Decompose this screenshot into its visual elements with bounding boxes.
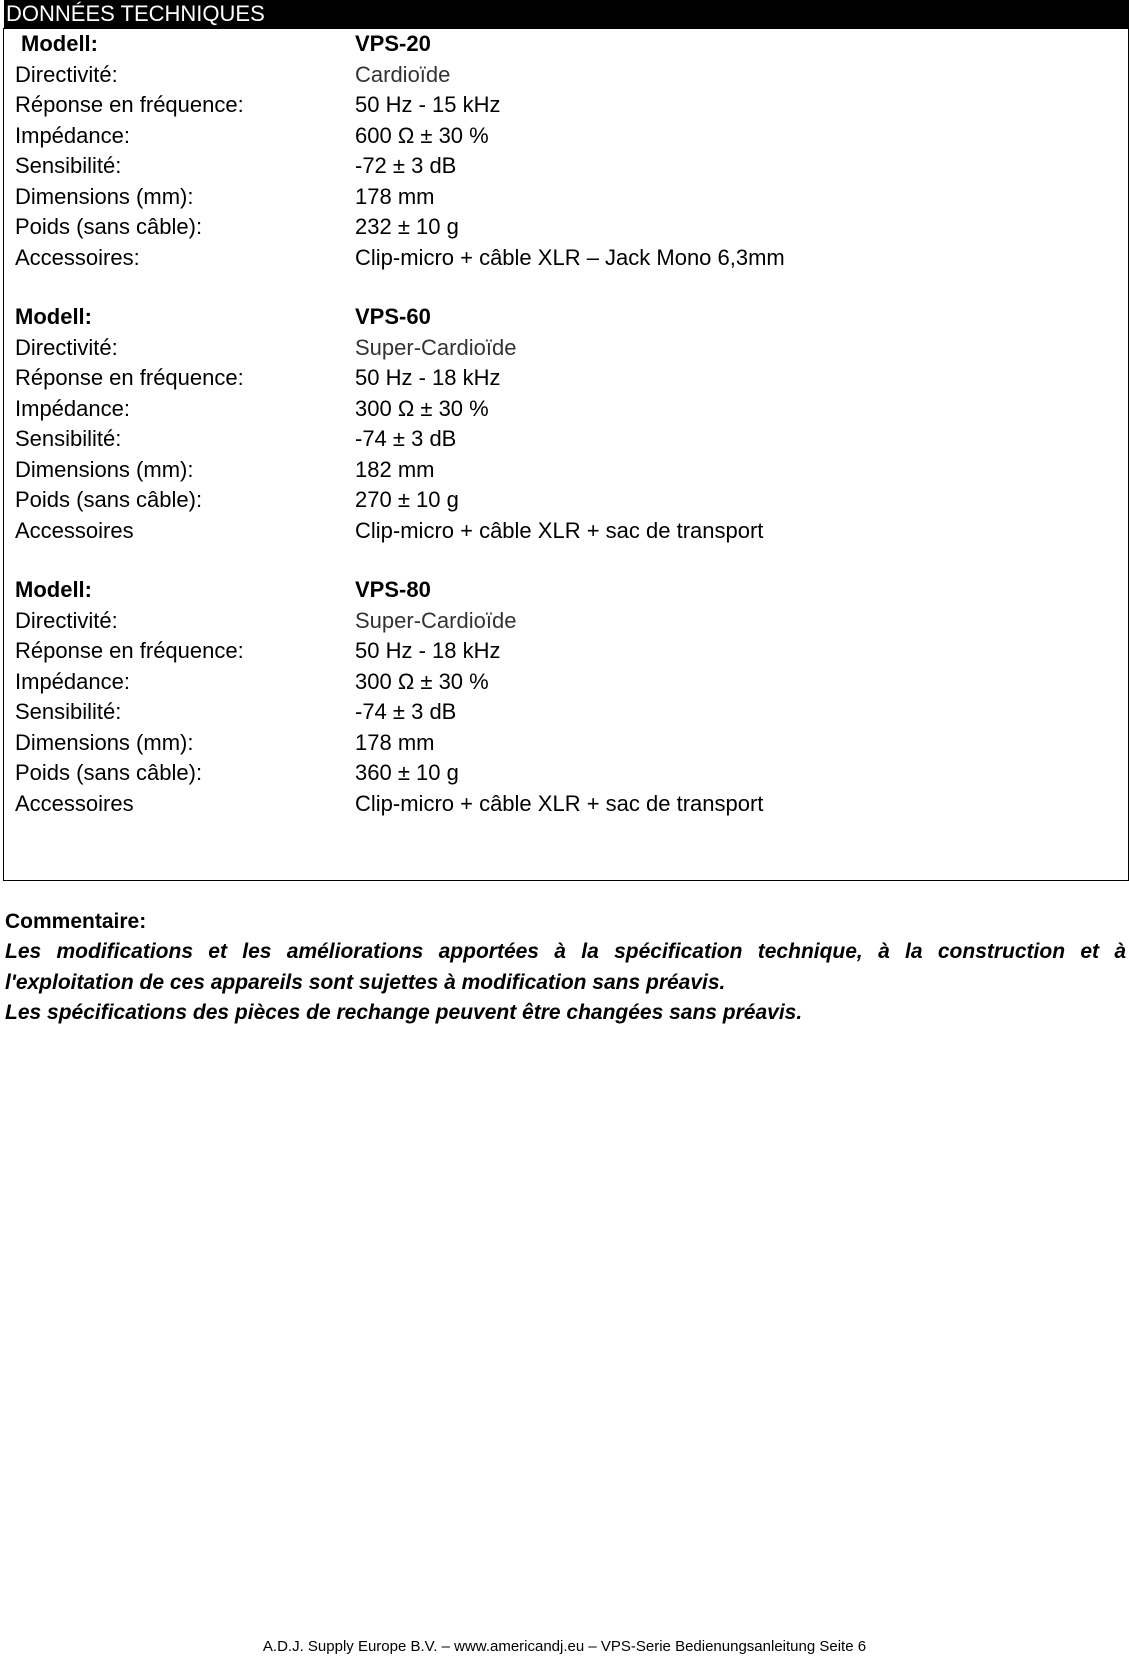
section-header xyxy=(4,0,1129,28)
spec-block-vps-80 xyxy=(15,575,1115,819)
spec-block-vps-60 xyxy=(15,302,1115,546)
spec-value: Super-Cardioïde xyxy=(355,334,517,360)
spec-row-frequency-response xyxy=(15,90,1115,121)
spec-label: Réponse en fréquence: xyxy=(15,365,244,390)
spec-value: 50 Hz - 18 kHz xyxy=(355,365,501,390)
comment-paragraph: Les spécifications des pièces de rechange peuvent être changées sans préavis. xyxy=(5,1001,803,1024)
spec-value: Clip-micro + câble XLR + sac de transport xyxy=(355,790,764,816)
spec-label: Réponse en fréquence: xyxy=(15,638,244,663)
spec-label: Accessoires xyxy=(15,790,134,816)
spec-label: Directivité: xyxy=(15,607,118,633)
spec-label: Impédance: xyxy=(15,122,130,148)
model-label: Modell: xyxy=(15,304,92,329)
spec-row-sensitivity xyxy=(15,697,1115,728)
spec-value: -74 ± 3 dB xyxy=(355,426,457,451)
comment-paragraph: Les modifications et les améliorations apportées à la spécification technique, à la construction et à l'exploitation de ces appareils sont sujettes à modification sans préavis. xyxy=(5,940,1126,994)
spec-label: Accessoires: xyxy=(15,244,140,270)
spec-row-directivity xyxy=(15,606,1115,637)
spec-value: 600 Ω ± 30 % xyxy=(355,122,489,148)
spec-value: 300 Ω ± 30 % xyxy=(355,668,489,694)
spec-row-directivity xyxy=(15,333,1115,364)
spec-label: Sensibilité: xyxy=(15,426,122,451)
model-row xyxy=(15,575,1115,606)
spec-value: 178 mm xyxy=(355,729,435,755)
comment-body xyxy=(5,937,1126,1029)
model-label: Modell: xyxy=(15,577,92,602)
spec-block-vps-20 xyxy=(15,29,1115,273)
spec-label: Sensibilité: xyxy=(15,699,122,724)
spec-row-dimensions xyxy=(15,728,1115,759)
spec-label: Impédance: xyxy=(15,668,130,694)
spec-label: Directivité: xyxy=(15,334,118,360)
spec-label: Impédance: xyxy=(15,395,130,421)
spec-value: -74 ± 3 dB xyxy=(355,699,457,724)
spec-value: 50 Hz - 15 kHz xyxy=(355,92,501,117)
page-footer: A.D.J. Supply Europe B.V. – www.americandj.eu – VPS-Serie Bedienungsanleitung Seite 6 xyxy=(262,1638,867,1655)
model-value: VPS-20 xyxy=(355,31,431,56)
spec-row-weight xyxy=(15,758,1115,789)
spec-value: 232 ± 10 g xyxy=(355,214,459,239)
model-value: VPS-80 xyxy=(355,577,431,602)
model-label: Modell: xyxy=(21,31,98,56)
spec-value: 300 Ω ± 30 % xyxy=(355,395,489,421)
spec-row-weight xyxy=(15,212,1115,243)
comment-title: Commentaire: xyxy=(5,910,147,933)
spec-row-impedance xyxy=(15,667,1115,698)
spec-row-sensitivity xyxy=(15,151,1115,182)
spec-row-accessories xyxy=(15,789,1115,820)
spec-value: Cardioïde xyxy=(355,61,451,87)
spec-row-impedance xyxy=(15,121,1115,152)
spec-row-accessories xyxy=(15,243,1115,274)
spec-value: 360 ± 10 g xyxy=(355,760,459,785)
spec-row-frequency-response xyxy=(15,363,1115,394)
spec-row-impedance xyxy=(15,394,1115,425)
spec-label: Réponse en fréquence: xyxy=(15,92,244,117)
spec-value: 182 mm xyxy=(355,456,435,482)
spec-table xyxy=(3,28,1129,881)
spec-label: Poids (sans câble): xyxy=(15,760,203,785)
spec-label: Dimensions (mm): xyxy=(15,456,194,482)
spec-label: Sensibilité: xyxy=(15,153,122,178)
spec-row-sensitivity xyxy=(15,424,1115,455)
spec-value: Clip-micro + câble XLR + sac de transport xyxy=(355,517,764,543)
spec-row-directivity xyxy=(15,60,1115,91)
spec-row-dimensions xyxy=(15,182,1115,213)
spec-label: Poids (sans câble): xyxy=(15,214,203,239)
spec-value: 270 ± 10 g xyxy=(355,487,459,512)
spec-label: Dimensions (mm): xyxy=(15,729,194,755)
spec-label: Directivité: xyxy=(15,61,118,87)
spec-row-frequency-response xyxy=(15,636,1115,667)
section-title: DONNÉES TECHNIQUES xyxy=(6,1,265,26)
model-value: VPS-60 xyxy=(355,304,431,329)
spec-value: -72 ± 3 dB xyxy=(355,153,457,178)
spec-value: Clip-micro + câble XLR – Jack Mono 6,3mm xyxy=(355,244,785,270)
spec-label: Dimensions (mm): xyxy=(15,183,194,209)
comment-section xyxy=(5,907,1126,1029)
spec-value: Super-Cardioïde xyxy=(355,607,517,633)
spec-row-dimensions xyxy=(15,455,1115,486)
spec-row-weight xyxy=(15,485,1115,516)
model-row xyxy=(15,302,1115,333)
spec-value: 50 Hz - 18 kHz xyxy=(355,638,501,663)
spec-row-accessories xyxy=(15,516,1115,547)
model-row xyxy=(15,29,1115,60)
spec-value: 178 mm xyxy=(355,183,435,209)
spec-label: Accessoires xyxy=(15,517,134,543)
spec-label: Poids (sans câble): xyxy=(15,487,203,512)
